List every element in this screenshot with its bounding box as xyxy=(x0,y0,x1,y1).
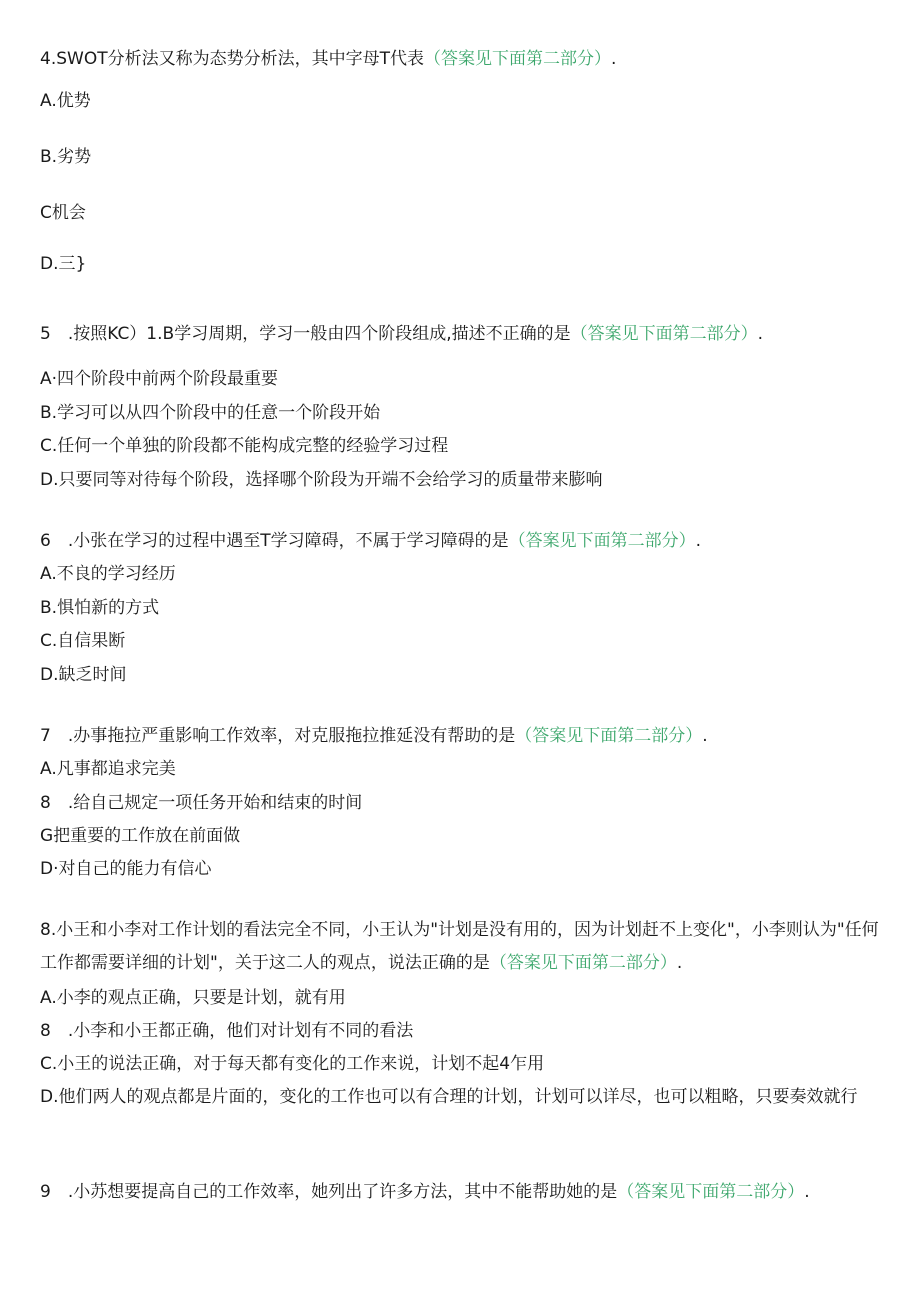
stem-tail: . xyxy=(676,953,683,973)
option-a: A.凡事都追求完美 xyxy=(40,759,176,779)
option-c: C.小王的说法正确，对于每天都有变化的工作来说，计划不起4乍用 xyxy=(40,1054,545,1074)
stem-tail: . xyxy=(695,531,702,551)
option-a: A.优势 xyxy=(40,91,91,111)
answer-hint: （答案见下面第二部分） xyxy=(489,953,677,973)
option-d: D.三} xyxy=(40,254,87,274)
answer-hint: （答案见下面第二部分） xyxy=(570,324,758,344)
option-d: D·对自己的能力有信心 xyxy=(40,859,212,879)
option-c: C.任何一个单独的阶段都不能构成完整的经验学习过程 xyxy=(40,436,449,456)
option-d: D.缺乏时间 xyxy=(40,665,127,685)
answer-hint: （答案见下面第二部分） xyxy=(515,726,703,746)
stem-tail: . xyxy=(757,324,763,344)
question-7-stem xyxy=(40,725,882,747)
stem-text: 8.小王和小李对工作计划的看法完全不同，小王认为"计划是没有用的，因为计划赶不上变化"，小李则认为"任何工作都需要详细的计划"，关于这二人的观点，说法正确的是 xyxy=(40,920,879,973)
stem-text: 7 .办事拖拉严重影响工作效率，对克服拖拉推延没有帮助的是 xyxy=(40,726,516,746)
option-b: B.惧怕新的方式 xyxy=(40,598,160,618)
option-a: A.不良的学习经历 xyxy=(40,564,176,584)
answer-hint: （答案见下面第二部分） xyxy=(423,49,611,69)
option-a: A.小李的观点正确，只要是计划，就有用 xyxy=(40,988,346,1008)
stem-text: 6 .小张在学习的过程中遇至T学习障碍，不属于学习障碍的是 xyxy=(40,531,509,551)
answer-hint: （答案见下面第二部分） xyxy=(617,1182,805,1202)
question-4-stem xyxy=(40,48,882,70)
option-a: A·四个阶段中前两个阶段最重要 xyxy=(40,369,279,389)
question-8-stem xyxy=(40,914,882,980)
option-b: 8 .小李和小王都正确，他们对计划有不同的看法 xyxy=(40,1021,414,1041)
question-9-stem xyxy=(40,1181,882,1203)
option-c: C.自信果断 xyxy=(40,631,126,651)
answer-hint: （答案见下面第二部分） xyxy=(508,531,696,551)
stem-text: 4.SWOT分析法又称为态势分析法，其中字母T代表 xyxy=(40,49,424,69)
option-b: B.劣势 xyxy=(40,147,92,167)
stem-tail: . xyxy=(610,49,617,69)
option-d: D.他们两人的观点都是片面的，变化的工作也可以有合理的计划，计划可以详尽，也可以粗略，只要奏效就行 xyxy=(40,1087,858,1107)
option-c: C机会 xyxy=(40,203,86,223)
stem-text: 5 .按照KC）1.B学习周期，学习一般由四个阶段组成,描述不正确的是 xyxy=(40,324,571,344)
question-6-stem xyxy=(40,530,882,552)
question-5-stem xyxy=(40,323,882,345)
option-b: 8 .给自己规定一项任务开始和结束的时间 xyxy=(40,793,363,813)
stem-tail: . xyxy=(702,726,708,746)
option-d: D.只要同等对待每个阶段，选择哪个阶段为开端不会给学习的质量带来膨响 xyxy=(40,470,603,490)
option-c: G把重要的工作放在前面做 xyxy=(40,826,241,846)
stem-text: 9 .小苏想要提高自己的工作效率，她列出了许多方法，其中不能帮助她的是 xyxy=(40,1182,618,1202)
stem-tail: . xyxy=(804,1182,810,1202)
option-b: B.学习可以从四个阶段中的任意一个阶段开始 xyxy=(40,403,381,423)
